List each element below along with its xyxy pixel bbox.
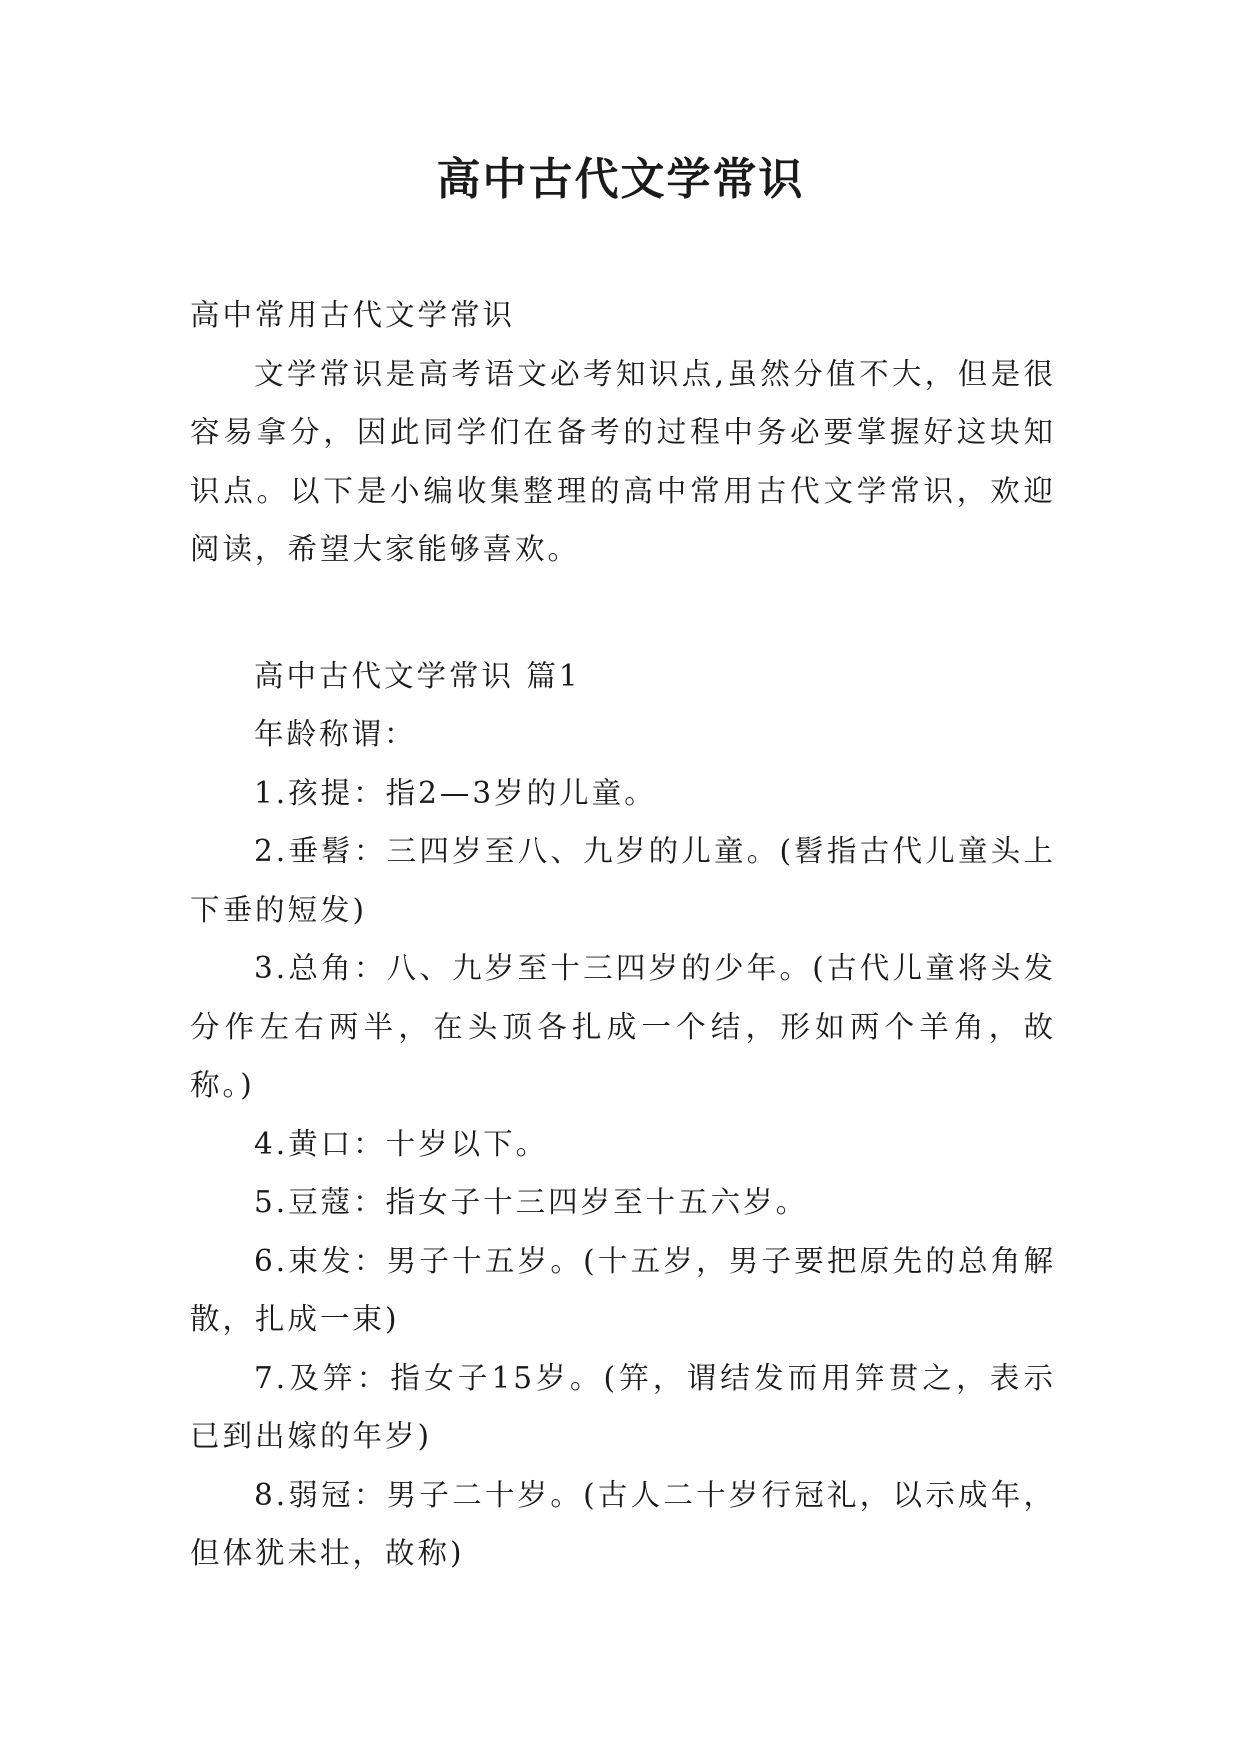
list-item: 6.束发：男子十五岁。(十五岁，男子要把原先的总角解散，扎成一束) (190, 1243, 1056, 1336)
category-heading: 年龄称谓： (254, 717, 417, 751)
document-subtitle: 高中常用古代文学常识 (190, 298, 516, 332)
list-item: 4.黄口：十岁以下。 (254, 1126, 549, 1161)
paragraph-gap (190, 579, 1056, 647)
list-item: 3.总角：八、九岁至十三四岁的少年。(古代儿童将头发分作左右两半，在头顶各扎成一个结，形如两个羊角，故称。) (190, 951, 1056, 1102)
section-heading: 高中古代文学常识 篇1 (254, 658, 581, 693)
list-item: 8.弱冠：男子二十岁。(古人二十岁行冠礼，以示成年，但体犹未壮，故称) (190, 1477, 1056, 1570)
intro-paragraph: 文学常识是高考语文必考知识点,虽然分值不大，但是很容易拿分，因此同学们在备考的过程中务必要掌握好这块知识点。以下是小编收集整理的高中常用古代文学常识，欢迎阅读，希望大家能够喜欢。 (190, 356, 1056, 566)
document-body (190, 286, 1056, 1583)
list-item: 7.及笄：指女子15岁。(笄，谓结发而用笄贯之，表示已到出嫁的年岁) (190, 1360, 1056, 1453)
list-item: 2.垂髫：三四岁至八、九岁的儿童。(髫指古代儿童头上下垂的短发) (190, 834, 1056, 927)
list-item: 1.孩提：指2—3岁的儿童。 (254, 775, 657, 810)
list-item: 5.豆蔻：指女子十三四岁至十五六岁。 (254, 1185, 809, 1219)
document-title: 高中古代文学常识 (436, 154, 805, 205)
